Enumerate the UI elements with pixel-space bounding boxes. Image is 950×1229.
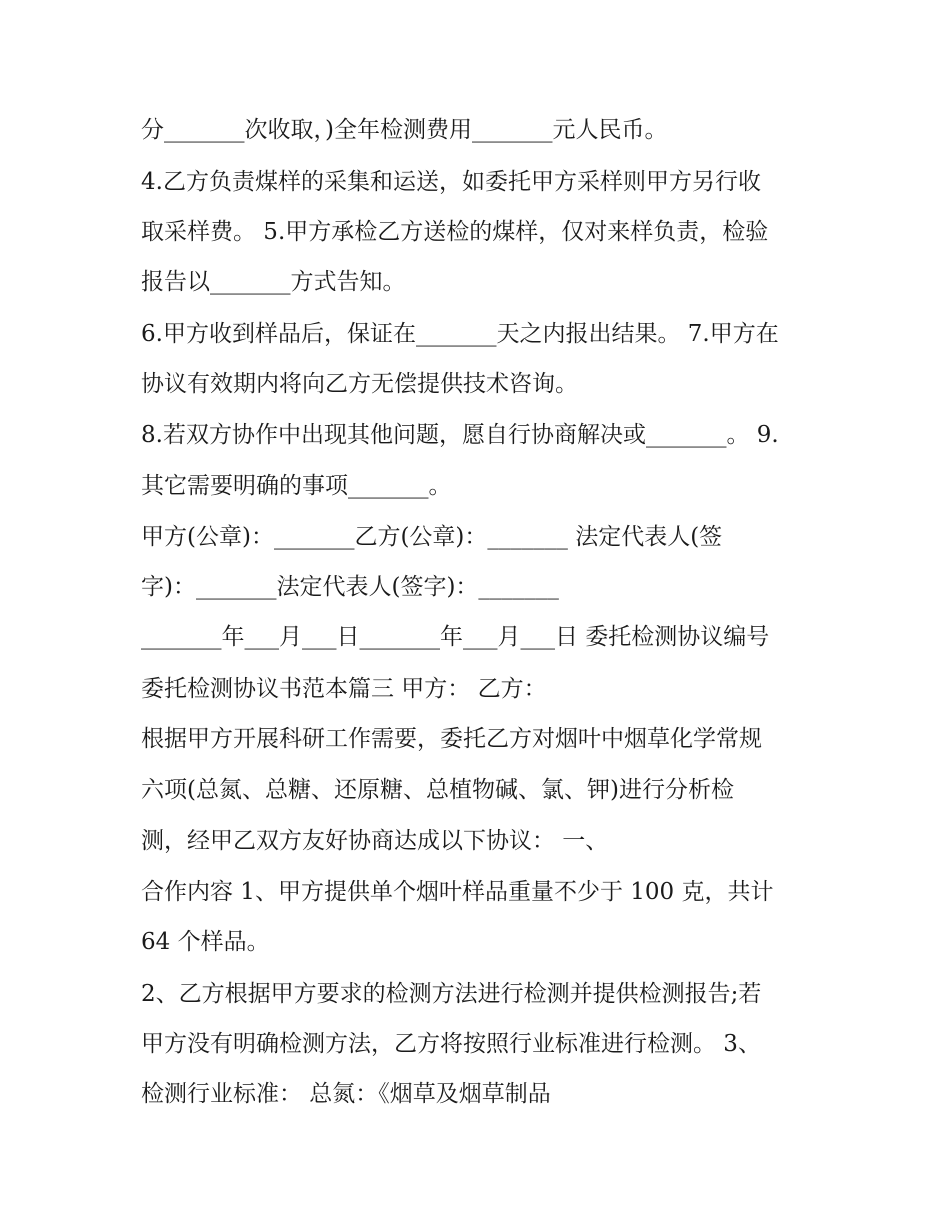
text-line: 字)：_______法定代表人(签字)：_______ [141, 574, 559, 600]
text-line: 8.若双方协作中出现其他问题，愿自行协商解决或_______。 9. [141, 422, 779, 448]
text-line: 根据甲方开展科研工作需要，委托乙方对烟叶中烟草化学常规 [141, 726, 762, 752]
text-line: 2、乙方根据甲方要求的检测方法进行检测并提供检测报告;若 [141, 981, 762, 1007]
text-line: 取采样费。 5.甲方承检乙方送检的煤样，仅对来样负责，检验 [141, 219, 769, 245]
text-line: 检测行业标准： 总氮：《烟草及烟草制品 [141, 1081, 551, 1107]
text-line: 报告以_______方式告知。 [141, 269, 406, 295]
text-line: 分_______次收取，)全年检测费用_______元人民币。 [141, 117, 668, 143]
text-line: 委托检测协议书范本篇三 甲方： 乙方： [141, 676, 547, 702]
text-line: 协议有效期内将向乙方无偿提供技术咨询。 [141, 371, 578, 397]
text-line: 合作内容 1、甲方提供单个烟叶样品重量不少于 100 克，共计 [141, 879, 774, 905]
text-line: 甲方(公章)：_______乙方(公章)：_______ 法定代表人(签 [141, 524, 723, 550]
text-line: 六项(总氮、总糖、还原糖、总植物碱、氯、钾)进行分析检 [141, 777, 734, 803]
text-line: 4.乙方负责煤样的采集和运送，如委托甲方采样则甲方另行收 [141, 169, 761, 195]
text-line: 64 个样品。 [141, 929, 270, 955]
text-line: 甲方没有明确检测方法，乙方将按照行业标准进行检测。 3、 [141, 1031, 761, 1057]
text-line: 6.甲方收到样品后，保证在_______天之内报出结果。 7.甲方在 [141, 321, 779, 347]
text-line: _______年___月___日_______年___月___日 委托检测协议编号 [141, 624, 770, 650]
text-line: 其它需要明确的事项_______。 [141, 473, 452, 499]
text-line: 测，经甲乙双方友好协商达成以下协议： 一、 [141, 828, 609, 854]
